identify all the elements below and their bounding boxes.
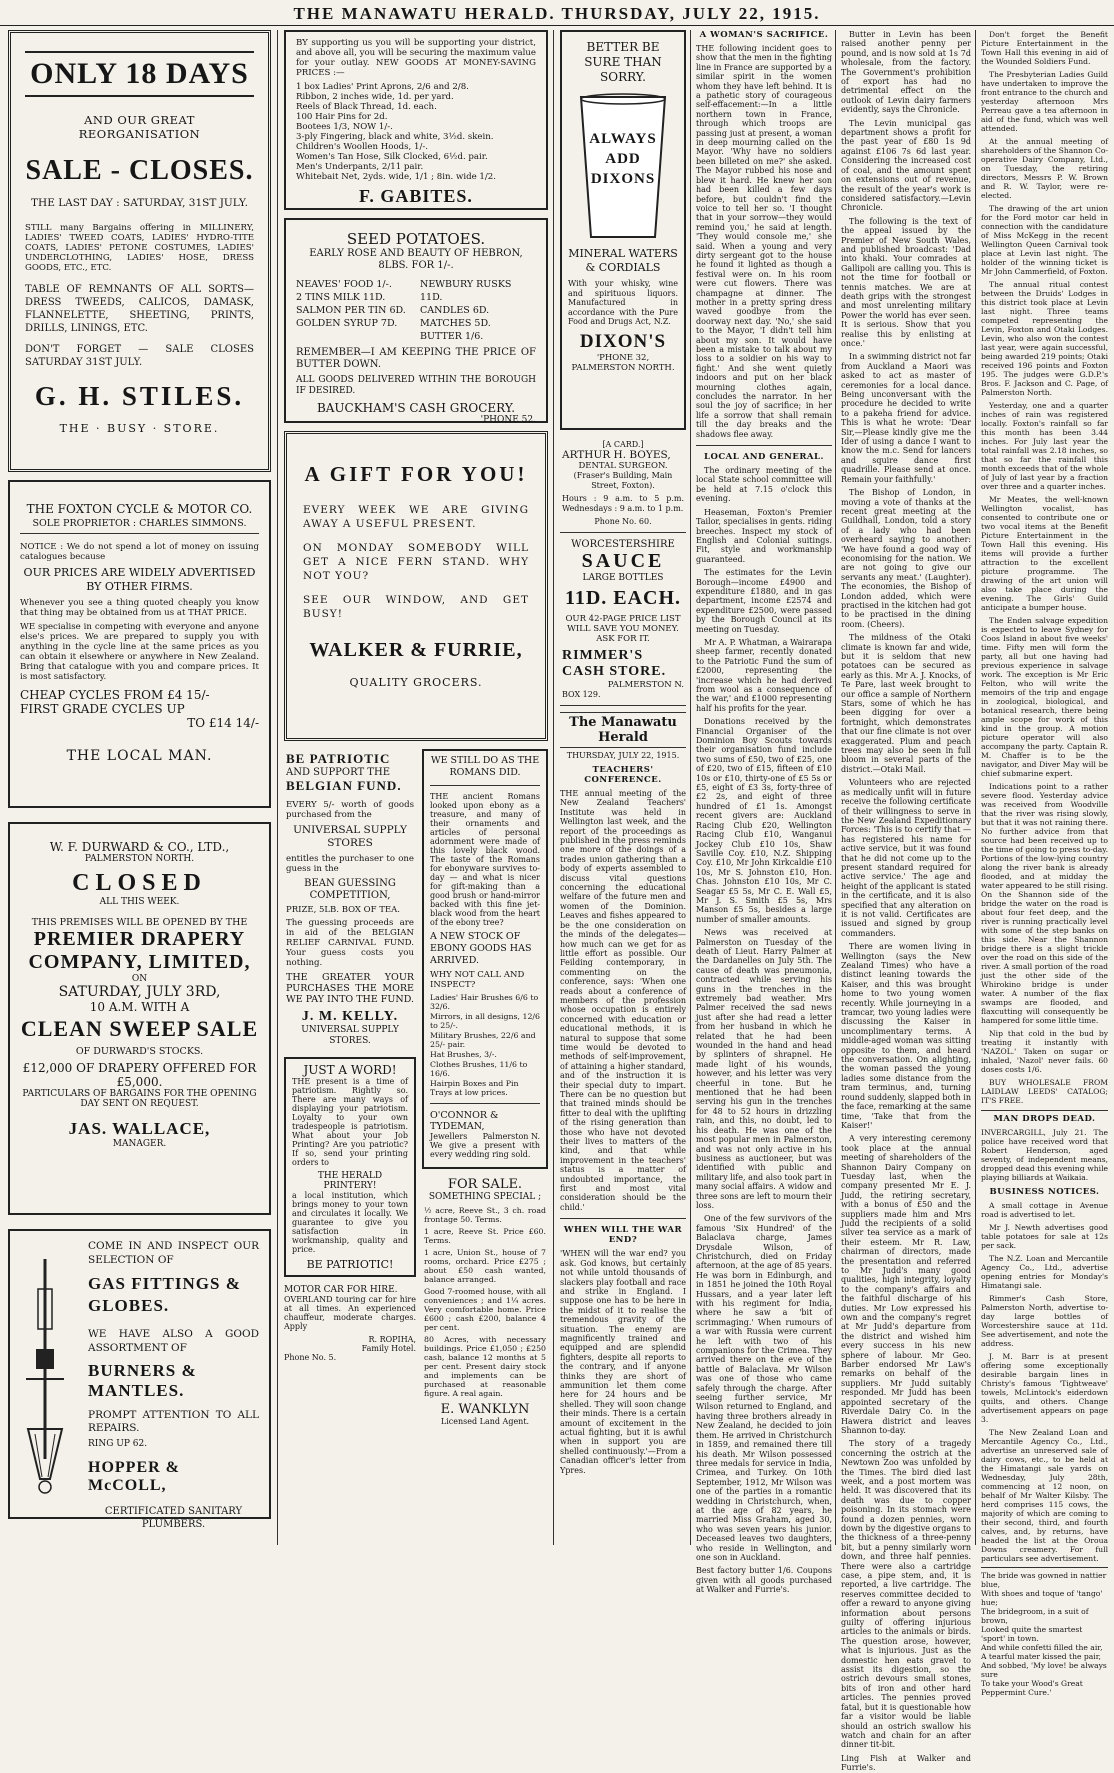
- oconnor-still: WE STILL DO AS THE ROMANS DID.: [430, 755, 540, 778]
- rimmer-name: RIMMER'S CASH STORE.: [562, 648, 667, 679]
- oconnor-list: [430, 993, 540, 1097]
- universal-greater: THE GREATER YOUR PURCHASES THE MORE WE PAY INTO THE FUND.: [286, 972, 414, 1005]
- boyes-card-label: [A CARD.]: [602, 440, 644, 449]
- wanklyn-list: [424, 1206, 546, 1398]
- editorial-body: THE annual meeting of the New Zealand Teachers' Institute was held in Wellington last week, and the report of the proceedings as published in the press reminds one more of the doings of a trades union gathering than a body of experts assembled to discuss vital questions concerning the educational welfare of the future men and women of the Dominion. Leaves and fishes appeared to be the one consideration on the minds of the delegates—how much can we get for as little effort as possible. Our Feilding contemporary, in commenting on the conference, says: 'When one reads about a conference of members of the profession whose occupation is entirely concerned with education or educational methods, it is natural to suppose that some time would be devoted to methods of self-improvement, of attaining a higher standard, and of the instruction it is their special duty to impart. There can be no question but that trained minds should be fitter to deal with the uplifting of the rising generation than those who have not devoted their lives to matters of the kind, and that while improvement in the teachers' status is a matter of undoubted importance, the first and most vital consideration should be the child.': [560, 789, 686, 1212]
- news-paragraph: At the annual meeting of shareholders of the Shannon Co-operative Dairy Company, Ltd., on Tuesday, the retiring directors, Messrs P. W. Brown and R. W. Taylor, were re-elected.: [981, 137, 1108, 200]
- news-paragraph: Volunteers who are rejected as medically unfit will in future receive the following certificate of their willingness to serve in the New Zealand Expeditionary Forces: 'This is to certify that — has registered his name for active service, but it was found that he did not come up to the present standard required for active service.' The age and height of the applicant is stated in the certificate, and it is also specified that any alteration on it is not valid. Certificates are issued and signed by group commanders.: [841, 778, 971, 938]
- universal-belgian: BELGIAN FUND.: [286, 778, 402, 793]
- business-notice: Rimmer's Cash Store, Palmerston North, advertise to-day large bottles of Worcestershire sauce at 11d. See advertisement, and note the address.: [981, 1294, 1108, 1348]
- dixon-better: BETTER BE SURE THAN SORRY.: [584, 40, 662, 84]
- foxton-cycle-body2: WE specialise in competing with everyone and anyone else's prices. We are prepared to supply you with anything in the cycle line at the same prices as you can obtain it elsewhere or anywhere in New Zealand. Bring that catalogue with you and compare prices. It is most satisfactory.: [20, 622, 259, 682]
- news-paragraph: Mr Meates, the well-known Wellington vocalist, has consented to contribute one or two vocal items at the Benefit Picture Entertainment in the Town Hall this evening. His items will provide a further attraction to the excellent picture programme. The drawing of the art union will also take place during the evening. The Girls' Guild anticipate a bumper house.: [981, 495, 1108, 612]
- oconnor-item: Ladies' Hair Brushes 6/6 to 32/6.: [430, 993, 539, 1011]
- rimmer-worcs: WORCESTERSHIRE: [571, 539, 675, 550]
- wanklyn-special: SOMETHING SPECIAL ;: [428, 1192, 542, 1202]
- walker-every: EVERY WEEK WE ARE GIVING AWAY A USEFUL PRESENT.: [303, 504, 529, 530]
- column-6: [981, 30, 1108, 1697]
- editorial-footer: Best factory butter 1/6. Coupons given with all goods purchased at Walker and Furrie's.: [696, 1566, 832, 1595]
- hopper-come: COME IN AND INSPECT OUR SELECTION OF: [88, 1240, 259, 1266]
- foxton-cycle-cheap: CHEAP CYCLES FROM £4 15/-: [20, 688, 210, 702]
- poem-line: And while confetti filled the air,: [981, 1643, 1103, 1652]
- column-1: [8, 30, 271, 1545]
- column-rule: [277, 30, 278, 1545]
- wanklyn-item: ½ acre, Reeve St., 3 ch. road frontage 50. Terms.: [424, 1206, 546, 1224]
- drop-dead-body: INVERCARGILL, July 21. The police have received word that Robert Henderson, aged seventy, of independent means, dropped dead this evening while playing billiards at Waikaia.: [981, 1128, 1108, 1182]
- durward-particulars: PARTICULARS OF BARGAINS FOR THE OPENING DAY SENT ON REQUEST.: [22, 1089, 257, 1109]
- gabites-item: Bootees 1/3, NOW 1/-.: [296, 122, 393, 132]
- business-notice: The N.Z. Loan and Mercantile Agency Co., Ltd., advertise opening entries for Monday's Himatangi sale.: [981, 1254, 1108, 1290]
- foxton-cycle-to: TO £14 14/-: [187, 716, 259, 730]
- printery-name: THE HERALD PRINTERY!: [317, 1171, 383, 1191]
- drop-dead-headline: MAN DROPS DEAD.: [981, 1110, 1108, 1124]
- gabites-item: 100 Hair Pins for 2d.: [296, 112, 388, 122]
- oconnor-item: Hat Brushes, 3/-.: [430, 1050, 497, 1059]
- dixon-phone: 'PHONE 32,: [596, 352, 650, 363]
- bauckham-advertisement: [284, 218, 548, 423]
- business-notices-headline: BUSINESS NOTICES.: [989, 1187, 1100, 1197]
- news-paragraph: Indications point to a rather severe flood. Yesterday advice was received from Woodville that the river was rising slowly, but that it was not raining there. No further advice from that source had been received up to the time of going to press to-day. Portions of the low-lying country along the river bank is already flooded, and at midday the water appeared to be still rising. On the Shannon side of the bridge the water on the road is about four feet deep, and the river is running practically level with some of the step banks on this side. Near the Shannon bridge there is a slight trickle over the road on this side of the river. A small portion of the road just the other side of the Whirokino bridge is under water. A number of the flax swamps are flooded, and flaxcutting will consequently be hampered for some little time.: [981, 782, 1108, 1025]
- bauckham-sub: EARLY ROSE AND BEAUTY OF HEBRON, 8LBS. FOR 1/-.: [309, 248, 523, 271]
- dixon-name: DIXON'S: [579, 330, 667, 352]
- local-general-paragraphs: [696, 466, 832, 1562]
- walker-gift: A GIFT FOR YOU!: [304, 462, 528, 486]
- poem-line: To take your Wood's Great Peppermint Cure.': [981, 1679, 1083, 1697]
- bauckham-item: GOLDEN SYRUP 7D.: [296, 318, 398, 329]
- universal-name: J. M. KELLY.: [301, 1009, 399, 1024]
- gabites-item: Whitebait Net, 2yds. wide, 1/1 ; 8in. wide 1/2.: [296, 172, 496, 182]
- gabites-item: 3-ply Fingering, black and white, 3½d. skein.: [296, 132, 494, 142]
- universal-entitles: entitles the purchaser to one guess in the: [286, 854, 414, 874]
- hopper-burners: BURNERS & MANTLES.: [88, 1361, 197, 1400]
- column-5: [841, 30, 972, 1773]
- stiles-headline: ONLY 18 DAYS: [25, 51, 254, 97]
- dixon-body: With your whisky, wine and spirituous liquors. Manufactured in accordance with the Pure Food and Drugs Act, N.Z.: [568, 279, 678, 326]
- column-4: [696, 30, 832, 1595]
- printery-title: JUST A WORD!: [303, 1063, 397, 1077]
- column-2-left-sub: [284, 749, 416, 1428]
- wanklyn-item: Good 7-roomed house, with all conveniences ; and 1¼ acres. Very comfortable home. Price £600 ; cash £200, balance 4 per cent.: [424, 1287, 546, 1332]
- hopper-name: HOPPER & McCOLL,: [88, 1459, 180, 1494]
- gabites-intro: BY supporting us you will be supporting your district, and above all, you will be securing the maximum value for your outlay. NEW GOODS AT MONEY-SAVING PRICES :—: [296, 38, 536, 78]
- gabites-item: 1 box Ladies' Print Aprons, 2/6 and 2/8.: [296, 82, 469, 92]
- motor-title: MOTOR CAR FOR HIRE.: [284, 1285, 398, 1295]
- gabites-item: Children's Woollen Hoods, 1/-.: [296, 142, 429, 152]
- durward-town: PALMERSTON NORTH.: [84, 854, 195, 864]
- newspaper-masthead: THE MANAWATU HERALD. THURSDAY, JULY 22, 1915.: [0, 0, 1114, 26]
- foxton-cycle-first: FIRST GRADE CYCLES UP: [20, 702, 185, 716]
- walker-tag: QUALITY GROCERS.: [349, 676, 483, 689]
- wanklyn-name: E. WANKLYN: [440, 1402, 530, 1417]
- news-paragraph: The estimates for the Levin Borough—income £4900 and expenditure £1880, and in gas department, income £2574 and expenditure £2500, were passed by the Borough Council at its meeting on Tuesday.: [696, 568, 832, 634]
- hopper-cert: CERTIFICATED SANITARY PLUMBERS.: [104, 1506, 243, 1530]
- hopper-prompt: PROMPT ATTENTION TO ALL REPAIRS.: [88, 1409, 259, 1434]
- motor-name: R. ROPIHA,: [368, 1335, 416, 1344]
- walker-name: WALKER & FURRIE,: [309, 639, 523, 661]
- business-notice: The New Zealand Loan and Mercantile Agency Co., Ltd., advertise an unreserved sale of dairy cows, etc., to be held at the Himatangi sale yards on Wednesday, July 28th, commencing at 12 noon, on behalf of Mr Walter Kilsby. The herd comprises 115 cows, the majority of which are coming to their second, third, and fourth calves, and, by returns, have headed the list at the Oroua Downs creamery. For full particulars see advertisement.: [981, 1428, 1108, 1563]
- poem-line: The bridegroom, in a suit of brown,: [981, 1607, 1089, 1625]
- oconnor-item: Military Brushes, 22/6 and 25/- pair.: [430, 1031, 536, 1049]
- bauckham-phone: 'PHONE 52.: [480, 415, 536, 425]
- boyes-name: ARTHUR H. BOYES,: [562, 449, 671, 461]
- boyes-title: DENTAL SURGEON.: [578, 461, 668, 471]
- news-paragraph: There are women living in Wellington (says the New Zealand Times) who have a distinct leaning towards the Kaiser, and this was brought home to two young women recently. While journeying in a tramcar, two young ladies were discussing the Kaiser in uncomplimentary terms. A middle-aged woman was sitting opposite to them, and heard the conversation. On alighting, the woman passed the young ladies some distance from the tram terminus, and, turning round suddenly, slapped both in the face, remarking at the same time, 'Take that from the Kaiser!': [841, 942, 972, 1130]
- news-paragraph: A very interesting ceremony took place at the annual meeting of shareholders of the Shannon Dairy Company on Tuesday last, when the company presented Mr E. J. Judd, the retiring secretary, with a bonus of £50 and the suppliers made him and Mrs Judd the recipients of a solid silver tea service as a mark of their esteem. Mr R. Law, chairman of directors, made the presentation and referred to Mr Judd's many good qualities, high integrity, loyalty to the company's affairs and the faithful discharge of his duties. Mr Low expressed his own and the company's regret at Mr Judd's departure from the district and wished him every success in his new sphere of labour. Mr Geo. Barber endorsed Mr Law's remarks on behalf of the suppliers. Mr Judd suitably responded. Mr Judd has been appointed secretary of the Riverdale Dairy Co. in the Hawera district and leaves Shannon to-day.: [841, 1134, 971, 1435]
- oconnor-name: O'CONNOR & TYDEMAN,: [430, 1110, 499, 1132]
- news-paragraph: The Bishop of London, in moving a vote of thanks at the recent great meeting at the Guildhall, London, told a story of a lady who had been overheard saying to another: 'We have found a good way of economising for the nation. We are not going to give our servants any meat.' (Laughter). The economies, the Bishop of London added, which were practised in the kitchen had got to be practised in the dining room. (Cheers).: [841, 488, 971, 629]
- durward-premier: PREMIER DRAPERY COMPANY, LIMITED,: [28, 928, 251, 973]
- news-paragraph: The Presbyterian Ladies Guild have undertaken to improve the front entrance to the church and yesterday afternoon Mrs Perreau gave a tea afternoon in aid of the fund, which was well attended.: [981, 70, 1108, 133]
- oconnor-body: THE ancient Romans looked upon ebony as a treasure, and many of their ornaments and articles of personal adornment were made of this lovely black wood. The taste of the Romans for ebonyware survives to-day — and what is nicer for gift-making than a good brush or hand-mirror backed with this fine jet-black wood from the heart of the ebony tree?: [430, 792, 540, 927]
- news-paragraph: One of the few survivors of the famous 'Six Hundred' of the Balaclava charge, James Drysdale Wilson, of Christchurch, died on Friday afternoon, at the age of 85 years. He was born in Edinburgh, and in 1851 he joined the 10th Royal Hussars, and a year later left with his regiment for India, where he saw a 'bit of scrimmaging.' When rumours of a war with Russia were current he left with two of his companions for the Crimea. They arrived there on the eve of the battle of Balaclava. Mr Wilson was one of those who came safely through the charge. After seeing further service, Mr Wilson returned to England, and having three brothers already in New Zealand, he decided to join them. He arrived in Christchurch in 1859, and remained there till his death. Mr Wilson possessed three medals for service in India, Crimea, and Turkey. On 10th September, 1912, Mr Wilson was one of the parties in a romantic wedding in Christchurch, when, at the age of 82 years, he married Miss Graham, aged 30, who was seven years his junior. Deceased leaves two daughters, who reside in Wellington, and one son in Auckland.: [696, 1214, 832, 1562]
- gabites-advertisement: [284, 30, 548, 210]
- news-paragraph: News was received at Palmerston on Tuesday of the death of Lieut. Harry Palmer at the Dardanelles on July 5th. The cause of death was pneumonia, contracted while serving his guns in the trenches in the extremely bad weather. Mrs Palmer received the sad news just after she had read a letter from her husband in which he related that he had been wounded in the hand and head by splinters of shrapnel. He made light of his wounds, however, and his letter was very cheerful in tone. But he mentioned that he had been serving his gun in the trenches for 48 to 52 hours in drizzling rain, and this, no doubt, led to his death. He was one of the most popular men in Palmerston, and was not only active in his business as auctioneer, but was identified with public and military life, and also took part in many social affairs. A widow and three sons are left to mourn their loss.: [696, 928, 832, 1210]
- walker-monday: ON MONDAY SOMEBODY WILL GET A NICE FERN STAND. WHY NOT YOU?: [303, 542, 529, 582]
- news-paragraph: BUY WHOLESALE FROM LAIDLAW LEEDS' CATALOG; IT'S FREE.: [981, 1078, 1108, 1105]
- durward-date: SATURDAY, JULY 3RD,: [58, 984, 221, 1000]
- news-paragraph: The annual ritual contest between the Druids' Lodges in this district took place at Levin last night. Three teams competed representing the Levin, Foxton and Otaki Lodges. Levin, who also won the contest last year, were again successful, being awarded 219 points; Otaki received 196 points and Foxton 195. The judges were G.D.P.'s Bros. F. Jackson and C. Page, of Palmerston North.: [981, 280, 1108, 397]
- hopper-gas: GAS FITTINGS & GLOBES.: [88, 1274, 241, 1315]
- bauckham-item: SALMON PER TIN 6D.: [296, 305, 406, 316]
- poem-line: The bride was gowned in nattier blue,: [981, 1571, 1107, 1589]
- poem-line: Looked quite the smartest 'sport' in town.: [981, 1625, 1083, 1643]
- column-2-right-sub: [422, 749, 548, 1428]
- oconnor-item: Hairpin Boxes and Pin Trays at low prices.: [430, 1079, 519, 1097]
- oconnor-item: Clothes Brushes, 11/6 to 16/6.: [430, 1060, 528, 1078]
- herald-printery-advertisement: [284, 1057, 416, 1277]
- column-5-paragraphs: [841, 30, 971, 1750]
- gabites-name: F. GABITES.: [359, 186, 473, 206]
- boyes-hours: Hours : 9 a.m. to 5 p.m. Wednesdays : 9 a.m. to 1 p.m.: [562, 494, 684, 513]
- news-paragraph: Nip that cold in the bud by treating it instantly with 'NAZOL.' Taken on sugar or inhaled, 'Nazol' never fails. 60 doses costs 1/6.: [981, 1029, 1108, 1074]
- rimmer-sauce: SAUCE: [581, 550, 665, 572]
- durward-advertisement: [8, 822, 271, 1215]
- bauckham-name: BAUCKHAM'S CASH GROCERY.: [316, 401, 516, 415]
- column-rule: [835, 30, 836, 1545]
- gabites-item: Ribbon, 2 inches wide, 1d. per yard.: [296, 92, 454, 102]
- gabites-list: [296, 82, 536, 182]
- boyes-phone: Phone No. 60.: [594, 517, 652, 526]
- bauckham-list-right: [420, 278, 536, 343]
- foxton-cycle-advertisement: [8, 480, 271, 808]
- oconnor-item: Mirrors, in all designs, 12/6 to 25/-.: [430, 1012, 540, 1030]
- stiles-lastday: THE LAST DAY : SATURDAY, 31ST JULY.: [31, 197, 248, 209]
- column-rule: [690, 30, 691, 1545]
- column-rule: [975, 30, 976, 1545]
- dixon-mineral: MINERAL WATERS & CORDIALS: [568, 247, 678, 274]
- durward-clean: CLEAN SWEEP SALE: [20, 1016, 259, 1041]
- dixon-town: PALMERSTON NORTH.: [571, 362, 675, 373]
- news-paragraph: Mr A. P. Whatman, a Wairarapa sheep farmer, recently donated to the Patriotic Fund the sum of £2000, representing the 'increase which he had derived from wool as a consequence of the war,' and £1000 representing half his profits for the year.: [696, 637, 832, 713]
- rimmer-large: LARGE BOTTLES: [582, 573, 664, 583]
- durward-time: 10 A.M. WITH A: [89, 1000, 190, 1014]
- local-general-headline: LOCAL AND GENERAL.: [704, 452, 824, 463]
- bauckham-item: 2 TINS MILK 11D.: [296, 292, 386, 303]
- walker-furrie-advertisement: [284, 431, 548, 741]
- gabites-item: Reels of Black Thread, 1d. each.: [296, 102, 437, 112]
- stiles-name: G. H. STILES.: [34, 381, 245, 411]
- hopper-ring: RING UP 62.: [88, 1439, 148, 1449]
- sacrifice-headline: A WOMAN'S SACRIFICE.: [699, 30, 829, 40]
- universal-every: EVERY 5/- worth of goods purchased from the: [286, 800, 414, 820]
- war-body: 'WHEN will the war end? you ask. God knows, but certainly not while untold thousands of slackers play football and race and strike in England. I suppose one has to be here in the midst of it to realise the tremendous gravity of the situation. The enemy are magnificently trained and equipped and are splendid fighters, despite all reports to the contrary, and if anyone thinks they are short of ammunition let them come here for 24 hours and be shelled. They will soon change their minds. There is a certain amount of excitement in the actual fighting, but it is awful when in support you are shelled continuously.'—From a Canadian officer's letter from Ypres.: [560, 1249, 686, 1475]
- printery-body2: a local institution, which brings money to your town and circulates it locally. We guarantee to give you satisfaction in workmanship, quality and price.: [292, 1191, 408, 1254]
- rimmer-price: 11D. EACH.: [564, 587, 682, 609]
- war-headline: WHEN WILL THE WAR END?: [563, 1225, 683, 1246]
- news-paragraph: The Enden salvage expedition is expected to leave Sydney for Coos Island in about five weeks' time. Fifty men will form the party, all but one having had previous experience in salvage work. The exception is Mr Eric Felton, who will write the memoirs of the trip and engage in zoological, biological, and botanical research, there being ample scope for work of this kind in the group. A motion picture operator will also accompany the party. Captain R. M. Chaffer is to be the navigator, and Diver May will be chief submarine expert.: [981, 616, 1108, 778]
- stiles-body: STILL many Bargains offering in MILLINERY, LADIES' TWEED COATS, LADIES' HYDRO-TITE COATS, LADIES' PETONE COSTUMES, LADIES' UNDERCLOTHING, LADIES' HOSE, DRESS GOODS, ETC., ETC.: [25, 223, 254, 273]
- bauckham-delivered: ALL GOODS DELIVERED WITHIN THE BOROUGH IF DESIRED.: [296, 375, 536, 396]
- stiles-advertisement: [8, 30, 271, 472]
- stiles-remnants: TABLE OF REMNANTS OF ALL SORTS—DRESS TWEEDS, CALICOS, DAMASK, FLANNELETTE, SHEETING, PRINTS, DRILLS, LININGS, ETC.: [25, 284, 254, 334]
- hopper-advertisement: [8, 1229, 271, 1530]
- rimmer-box: BOX 129.: [562, 690, 601, 699]
- news-paragraph: Butter in Levin has been raised another penny per pound, and is now sold at 1s 7d wholesale, from the factory. The Government's prohibition of export has had no detrimental effect on the outlook of Levin dairy farmers evidently, says the Chronicle.: [841, 30, 971, 115]
- wanklyn-advertisement: [422, 1175, 548, 1428]
- wanklyn-agent: Licensed Land Agent.: [440, 1417, 530, 1426]
- editorial-date: THURSDAY, JULY 22, 1915.: [566, 751, 680, 760]
- news-paragraph: The ordinary meeting of the local State school committee will be held at 7.15 o'clock this evening.: [696, 466, 832, 504]
- rimmer-town: PALMERSTON N.: [607, 680, 684, 690]
- gabites-item: Women's Tan Hose, Silk Clocked, 6½d. pair.: [296, 152, 488, 162]
- durward-week: ALL THIS WEEK.: [99, 897, 180, 907]
- bauckham-item: CANDLES 6D.: [420, 305, 490, 316]
- oconnor-town: Palmerston N.: [482, 1132, 540, 1141]
- oconnor-advertisement: [422, 749, 548, 1169]
- foxton-cycle-prices: OUR PRICES ARE WIDELY ADVERTISED BY OTHER FIRMS.: [23, 566, 256, 593]
- universal-bean: BEAN GUESSING COMPETITION,: [304, 878, 396, 901]
- news-paragraph: The Levin municipal gas department shows a profit for the past year of £80 1s 9d against £106 7s 6d last year. Considering the increased cost of coal, and the amount spent on extensions out of revenue, the result of the year's work is considered satisfactory.—Levin Chronicle.: [841, 118, 971, 213]
- bauckham-title: SEED POTATOES.: [346, 230, 486, 248]
- foxton-cycle-local: THE LOCAL MAN.: [66, 748, 213, 764]
- hopper-also: WE HAVE ALSO A GOOD ASSORTMENT OF: [88, 1328, 259, 1354]
- oconnor-present: We give a present with every wedding ring sold.: [430, 1141, 540, 1159]
- wanklyn-item: 80 Acres, with necessary buildings. Price £1,050 ; £250 cash, balance 12 months at 5 per cent. Present dairy stock and implements can be purchased at reasonable figure. A real again.: [424, 1335, 546, 1398]
- news-paragraph: Heaseman, Foxton's Premier Tailor, specialises in gents. riding breeches. Inspect my stock of English and Colonial suitings. Fit, style and workmanship guaranteed.: [696, 507, 832, 564]
- news-paragraph: Donations received by the Financial Organiser of the Dominion Boy Scouts towards their organisation fund include two sums of £50, two of £25, one of £20, two of £15, fifteen of £10 10s or £10, thirty-one of £5 5s or £5, eight of £3 3s, forty-three of £2 2s, and eight of three hundred of £1 1s. Amongst recent givers are: Auckland Racing Club £20, Wellington Racing Club £10, Wanganui Jockey Club £10 10s, Shaw Saville Coy. £10, N.Z. Shipping Coy. £10, Mr John Kirkcaldie £10 10s, Mr S. Johnston £10, Hon. Chas. Johnston £10 10s, Mr C. Seagar £5 5s, Mr C. E. Wall £5, Mr J. S. Smith £5 5s, Mrs Manson £5 5s, besides a large number of smaller amounts.: [696, 717, 832, 924]
- news-paragraph: The story of a tragedy concerning the ostrich at the Newtown Zoo was unfolded by the Times. The bird died last week, and a post mortem was held. It was discovered that its death was due to copper poisoning. In its stomach were found a dozen pennies, worn down by the digestive organs to the thickness of a three-penny bit, but a penny similarly worn down, and three half pennies. There were also a cartridge case, a pipe stem, and, it is reported, a live cartridge. The reserves committee decided to offer a reward to anyone giving information about persons guilty of offering injurious articles to the animals or birds. The question arose, however, what is injurious. Just as the domestic hen eats gravel to assist its digestion, so the ostrich devours small stones, bits of iron and other hard articles. The pennies proved fatal, but it is questionable how far a visitor would be liable should an ostrich swallow his watch and chain for an after dinner tit-bit.: [841, 1439, 971, 1750]
- motor-phone: Phone No. 5.: [284, 1353, 337, 1362]
- durward-amount: £12,000 OF DRAPERY OFFERED FOR £5,000.: [22, 1061, 257, 1089]
- durward-on: ON: [131, 974, 148, 984]
- durward-premises: THIS PREMISES WILL BE OPENED BY THE: [31, 917, 248, 928]
- universal-support: AND SUPPORT THE: [286, 767, 390, 778]
- column-3: [560, 30, 686, 1545]
- wanklyn-title: FOR SALE.: [447, 1177, 523, 1192]
- editorial-headline: TEACHERS' CONFERENCE.: [584, 765, 662, 785]
- bauckham-remember: REMEMBER—I AM KEEPING THE PRICE OF BUTTER DOWN.: [296, 347, 536, 370]
- business-notices: [981, 1201, 1108, 1563]
- peppermint-cure-poem: [981, 1567, 1108, 1697]
- sacrifice-body: THE following incident goes to show that the men in the fighting line in France are supported by a similar spirit in the women whom they have left behind. It is a pathetic story of courageous self-effacement:—In a little northern town in France, through which troops are passing just at present, a woman in deep mourning called on the Mayor. 'Why have no soldiers been billeted on me?' she asked. The Mayor rubbed his nose and blew it hard. He knew her son had been killed a few days before, but couldn't find the voice to tell her so. 'I thought that in your sorrow—they would remind you,' he said at length. 'They would console me,' she said. When a young and very dirty sergeant got to the house he found it lighted as though a festival were on. In his room were cut flowers. There was champagne at dinner. The mother in a pretty spring dress waved goodbye from the doorway next day. 'No,' she said to the Mayor, 'I didn't tell him about my son. It would have been a mistake to talk about my loss to a soldier on his way to fight.' And she went quietly indoors and put on her black mourning clothes again, concludes the narrator. In her soul the joy of sacrifice; in her life a sorrow that shall remain till the day breaks and the shadows flee away.: [696, 44, 832, 439]
- wanklyn-item: 1 acre, Union St., house of 7 rooms, orchard. Price £275 ; about £50 cash wanted, balance arranged.: [424, 1248, 546, 1284]
- bauckham-item: BUTTER 1/6.: [420, 331, 484, 342]
- rimmer-advertisement: [560, 533, 686, 706]
- universal-prize: PRIZE, 5LB. BOX OF TEA.: [286, 905, 400, 915]
- foxton-cycle-body1: Whenever you see a thing quoted cheaply you know that thing may be obtained from us at THAT PRICE.: [20, 598, 259, 618]
- poem-line: A tearful mater kissed the pair,: [981, 1652, 1101, 1661]
- durward-closed: CLOSED: [72, 870, 207, 896]
- column-2: [284, 30, 548, 1545]
- printery-be: BE PATRIOTIC!: [306, 1258, 394, 1271]
- column-5-footer: Ling Fish at Walker and Furrie's.: [841, 1753, 971, 1773]
- dixon-advertisement: [560, 30, 686, 430]
- business-notice: J. M. Barr is at present offering some exceptionally desirable bargain lines in Christy's famous 'Tightweave' towels, McLintock's eiderdown quilts, and others. Change advertisement appears on page 3.: [981, 1352, 1108, 1424]
- column-6-paragraphs: [981, 30, 1108, 1105]
- motor-body: OVERLAND touring car for hire at all times. An experienced chauffeur, moderate charges. Apply: [284, 1295, 416, 1331]
- poem-line: And sobbed, 'My love! be always sure: [981, 1661, 1107, 1679]
- oconnor-jewellers: Jewellers: [430, 1132, 468, 1141]
- gas-lamp-illustration: [20, 1259, 70, 1499]
- stiles-forget: DON'T FORGET — SALE CLOSES SATURDAY 31ST JULY.: [25, 344, 254, 368]
- foxton-cycle-title: THE FOXTON CYCLE & MOTOR CO.: [26, 502, 253, 516]
- printery-body: THE present is a time of patriotism. Rightly so. There are many ways of displaying your patriotism. Loyalty to your own tradespeople is patriotism. What about your Job Printing? Are you patriotic? If so, send your printing orders to: [292, 1077, 408, 1167]
- universal-proceeds: The guessing proceeds are in aid of the BELGIAN RELIEF CARNIVAL FUND. Your guess costs you nothing.: [286, 918, 414, 968]
- stiles-tag: THE · BUSY · STORE.: [59, 422, 220, 435]
- universal-sub: UNIVERSAL SUPPLY STORES.: [301, 1025, 399, 1046]
- dixon-glass-text: ALWAYS ADD DIXONS: [589, 131, 657, 187]
- universal-advertisement: [284, 749, 416, 1049]
- stiles-sale: SALE - CLOSES.: [25, 155, 254, 186]
- bauckham-item: NEAVES' FOOD 1/-.: [296, 279, 392, 290]
- oconnor-stock: A NEW STOCK OF EBONY GOODS HAS ARRIVED.: [430, 931, 532, 966]
- business-notice: A small cottage in Avenue road is advertised to let.: [981, 1201, 1108, 1219]
- universal-stores: UNIVERSAL SUPPLY STORES: [293, 824, 407, 849]
- durward-of: OF DURWARD'S STOCKS.: [75, 1046, 204, 1057]
- universal-patriotic: BE PATRIOTIC: [286, 751, 391, 766]
- column-rule: [553, 30, 554, 1545]
- durward-wallace: JAS. WALLACE,: [68, 1119, 211, 1138]
- news-paragraph: Don't forget the Benefit Picture Entertainment in the Town Hall this evening in aid of the Wounded Soldiers Fund.: [981, 30, 1108, 66]
- foxton-cycle-notice: NOTICE : We do not spend a lot of money on issuing catalogues because: [20, 542, 259, 562]
- boyes-card: [560, 438, 686, 533]
- durward-manager: MANAGER.: [112, 1139, 167, 1149]
- news-paragraph: Yesterday, one and a quarter inches of rain was registered locally. Foxton's rainfall so far this month has been 3.44 inches. For July last year the total rainfall was 2.18 inches, so that so far the rainfall this month exceeds that of the whole of July of last year by a fraction over three and a quarter inches.: [981, 401, 1108, 491]
- bauckham-item: NEWBURY RUSKS 11D.: [420, 279, 512, 303]
- gabites-item: Men's Underpants, 2/11 pair.: [296, 162, 424, 172]
- editorial-masthead: The Manawatu Herald: [560, 712, 686, 748]
- news-paragraph: The drawing of the art union for the Ford motor car held in connection with the candidature of Miss McKegg in the recent Wellington Queen Carnival took place at Levin last night. The holder of the winning ticket is Mr John Cammerfield, of Foxton.: [981, 204, 1108, 276]
- news-paragraph: The mildness of the Otaki climate is known far and wide, but it is seldom that new potatoes can be secured as early as this. Mr A. J. Knocks, of Te Pare, last week brought to our office a sample of Northern Stars, some of which he has been digging for over a fortnight, which demonstrates that our fine climate is not over exaggerated. Plum and peach trees may also be seen in full bloom in several parts of the district.—Otaki Mail.: [841, 633, 971, 774]
- wanklyn-item: 1 acre, Reeve St. Price £60. Terms.: [424, 1227, 546, 1245]
- rimmer-list: OUR 42-PAGE PRICE LIST WILL SAVE YOU MONEY. ASK FOR IT.: [565, 614, 681, 644]
- motor-hotel: Family Hotel.: [361, 1344, 416, 1353]
- walker-see: SEE OUR WINDOW, AND GET BUSY!: [303, 594, 529, 620]
- poem-line: With shoes and toque of 'tango' hue;: [981, 1589, 1103, 1607]
- business-notice: Mr J. Newth advertises good table potatoes for sale at 12s per sack.: [981, 1223, 1108, 1250]
- bauckham-item: MATCHES 5D.: [420, 318, 491, 329]
- news-paragraph: In a swimming district not far from Auckland a Maori was asked to act as master of ceremonies for a local dance. Being unconversant with the procedure he decided to write to a pakeha friend for advice. This is what he wrote: 'Dear Sir,—Please kindly give me the Ider of using a dance I want to know the m.c. Send for lancers and squire dance first quadrille. Please send at once. Remain your faithfully.': [841, 352, 971, 484]
- bauckham-list-left: [296, 278, 412, 343]
- oconnor-why: WHY NOT CALL AND INSPECT?: [430, 970, 525, 990]
- stiles-sub: AND OUR GREAT REORGANISATION: [78, 113, 201, 141]
- durward-firm: W. F. DURWARD & CO., LTD.,: [49, 840, 230, 854]
- foxton-cycle-proprietor: SOLE PROPRIETOR : CHARLES SIMMONS.: [20, 518, 259, 534]
- dixon-glass-illustration: [573, 91, 673, 241]
- motor-hire-advertisement: [284, 1285, 416, 1362]
- boyes-address: (Fraser's Building, Main Street, Foxton).: [573, 471, 673, 490]
- news-paragraph: The following is the text of the appeal issued by the Premier of New South Wales, and published broadcast: 'Dad into khaki. Your comrades at Gallipoli are calling you. This is not the time for football or tennis matches. We are at death grips with the strongest and most unrelenting military Power the world has ever seen. It is serious. Show that you realise this by enlisting at once.': [841, 216, 971, 348]
